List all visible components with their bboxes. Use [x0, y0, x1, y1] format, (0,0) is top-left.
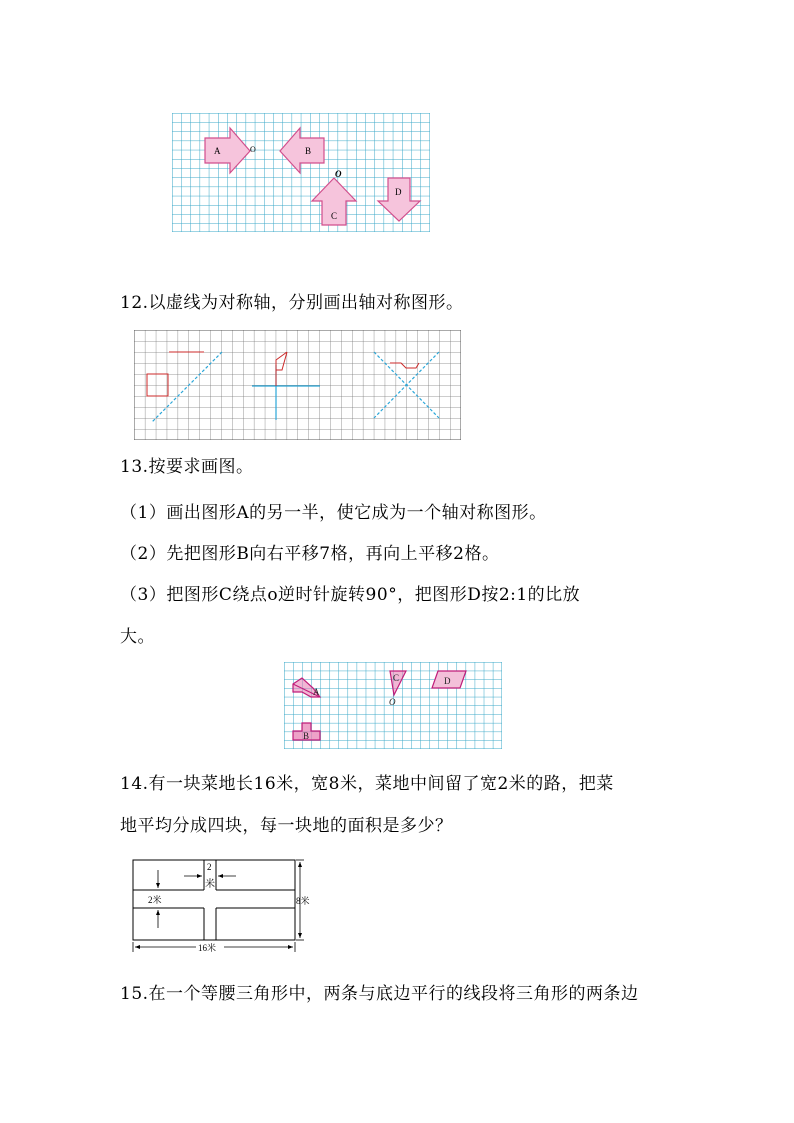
label-d: D [444, 676, 451, 686]
question-14-line-2: 地平均分成四块，每一块地的面积是多少？ [120, 816, 453, 836]
question-13-item-3: （3）把图形C绕点o逆时针旋转90°，把图形D按2:1的比放 [120, 585, 581, 605]
label-b: B [305, 146, 312, 156]
label-top-width: 2 [207, 862, 212, 872]
question-12: 12.以虚线为对称轴，分别画出轴对称图形。 [120, 293, 464, 313]
question-13-title: 13.按要求画图。 [120, 457, 254, 477]
figure-q12-grid [134, 330, 461, 440]
label-top-unit: 米 [205, 879, 215, 890]
question-14-line-1: 14.有一块菜地长16米，宽8米，菜地中间留了宽2米的路，把菜 [120, 774, 614, 794]
figure-q14-plot [128, 856, 328, 956]
label-o: O [389, 697, 396, 707]
label-c: C [393, 673, 400, 683]
label-a: A [313, 687, 320, 697]
question-15: 15.在一个等腰三角形中，两条与底边平行的线段将三角形的两条边 [120, 984, 639, 1004]
question-13-item-4: 大。 [120, 627, 155, 647]
label-c: C [331, 211, 338, 221]
label-length: 16米 [198, 943, 217, 953]
label-left-width: 2米 [148, 895, 162, 905]
label-b: B [303, 731, 310, 741]
figure-q11-grid [172, 113, 430, 232]
question-13-item-1: （1）画出图形A的另一半，使它成为一个轴对称图形。 [120, 503, 547, 523]
label-o1: O [250, 145, 256, 154]
figure-q13-grid [284, 662, 502, 749]
label-a: A [214, 146, 221, 156]
label-d: D [395, 187, 402, 197]
label-height: 8米 [296, 896, 310, 906]
question-13-item-2: （2）先把图形B向右平移7格，再向上平移2格。 [120, 544, 500, 564]
label-o2: O [335, 169, 342, 179]
